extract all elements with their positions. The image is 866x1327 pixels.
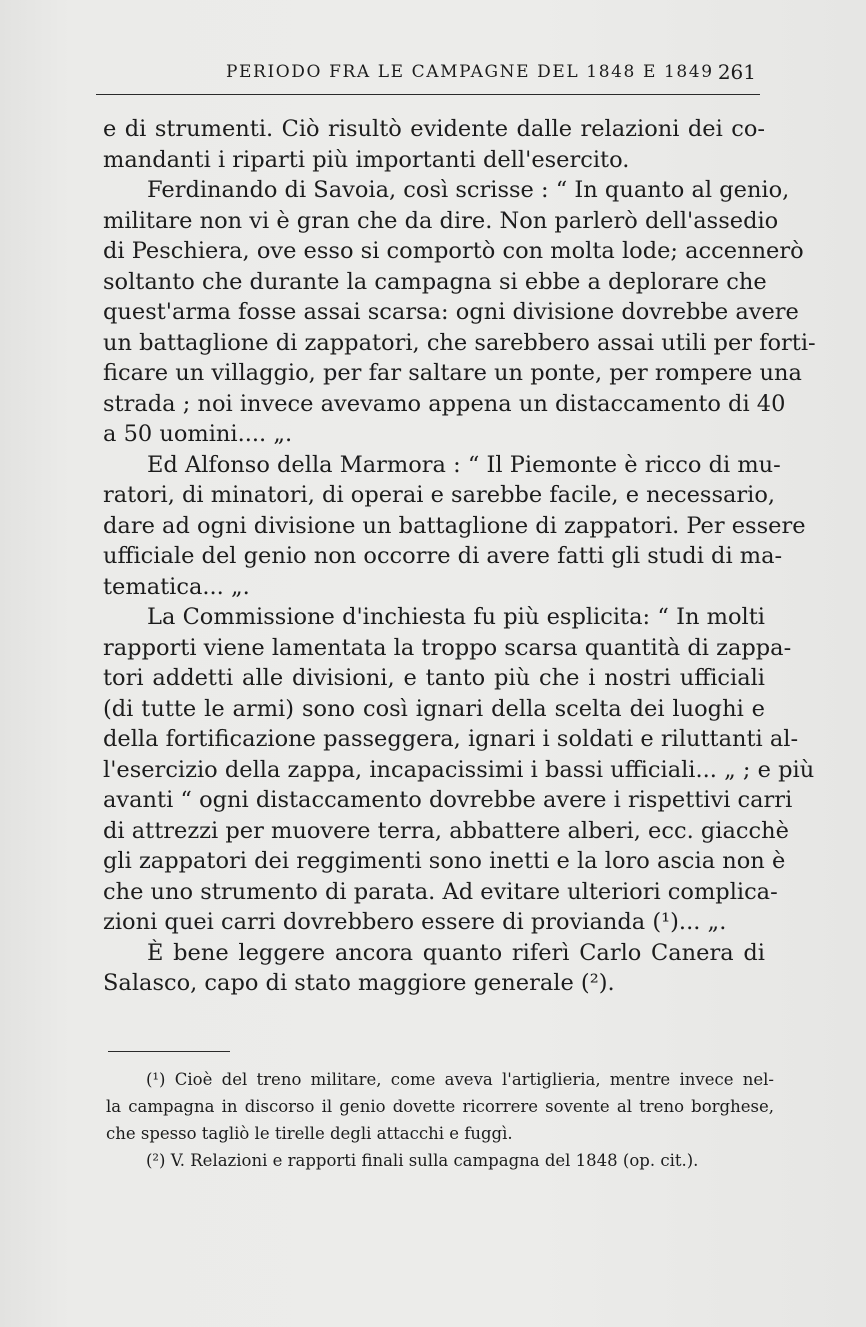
text-line: avanti “ ogni distaccamento dovrebbe avere i rispettivi carri xyxy=(103,787,793,813)
text-line: e di strumenti. Ciò risultò evidente dalle relazioni dei co- xyxy=(103,116,765,142)
text-line: È bene leggere ancora quanto riferì Carlo Canera di xyxy=(147,939,765,966)
running-head xyxy=(96,58,760,95)
text-line: dare ad ogni divisione un battaglione di zappatori. Per essere xyxy=(103,512,806,539)
text-line: a 50 uomini.... „. xyxy=(103,421,293,447)
text-line: ratori, di minatori, di operai e sarebbe facile, e necessario, xyxy=(103,482,776,508)
footnote-line: che spesso tagliò le tirelle degli attacchi e fuggì. xyxy=(106,1124,513,1143)
text-line: zioni quei carri dovrebbero essere di provianda (¹)... „. xyxy=(103,909,727,935)
text-line: Ferdinando di Savoia, così scrisse : “ In quanto al genio, xyxy=(147,177,790,203)
text-line: tori addetti alle divisioni, e tanto più che i nostri ufficiali xyxy=(103,665,765,691)
text-line: strada ; noi invece avevamo appena un distaccamento di 40 xyxy=(103,390,786,417)
text-line: ficare un villaggio, per far saltare un ponte, per rompere una xyxy=(103,360,802,386)
text-line: La Commissione d'inchiesta fu più esplicita: “ In molti xyxy=(147,604,765,630)
running-title: PERIODO FRA LE CAMPAGNE DEL 1848 E 1849 xyxy=(226,62,714,82)
text-line: Salasco, capo di stato maggiore generale (²). xyxy=(103,970,615,996)
text-line: che uno strumento di parata. Ad evitare ulteriori complica- xyxy=(103,878,778,905)
text-line: (di tutte le armi) sono così ignari della scelta dei luoghi e xyxy=(103,695,765,722)
text-line: della fortificazione passeggera, ignari i soldati e riluttanti al- xyxy=(103,726,799,752)
text-line: di Peschiera, ove esso si comportò con molta lode; accennerò xyxy=(103,238,804,264)
text-line: tematica... „. xyxy=(103,573,250,600)
text-line: quest'arma fosse assai scarsa: ogni divisione dovrebbe avere xyxy=(103,299,799,325)
text-line: Ed Alfonso della Marmora : “ Il Piemonte è ricco di mu- xyxy=(147,451,781,478)
page-number: 261 xyxy=(717,60,756,84)
footnotes xyxy=(106,1066,774,1174)
text-line: rapporti viene lamentata la troppo scarsa quantità di zappa- xyxy=(103,634,792,661)
text-line: soltanto che durante la campagna si ebbe a deplorare che xyxy=(103,268,767,295)
text-line: un battaglione di zappatori, che sarebbero assai utili per forti- xyxy=(103,329,816,356)
text-line: mandanti i riparti più importanti dell'esercito. xyxy=(103,146,630,173)
text-line: ufficiale del genio non occorre di avere fatti gli studi di ma- xyxy=(103,543,783,569)
text-line: di attrezzi per muovere terra, abbattere alberi, ecc. giacchè xyxy=(103,817,789,844)
text-line: l'esercizio della zappa, incapacissimi i bassi ufficiali... „ ; e più xyxy=(103,756,815,783)
text-line: militare non vi è gran che da dire. Non parlerò dell'assedio xyxy=(103,207,779,234)
body-text xyxy=(103,114,816,999)
footnote-line: (¹) Cioè del treno militare, come aveva l'artiglieria, mentre invece nel- xyxy=(146,1070,774,1089)
footnote-line: la campagna in discorso il genio dovette ricorrere sovente al treno borghese, xyxy=(106,1097,774,1116)
footnote-rule xyxy=(108,1051,230,1052)
footnote-line: (²) V. Relazioni e rapporti finali sulla campagna del 1848 (op. cit.). xyxy=(146,1151,699,1170)
text-line: gli zappatori dei reggimenti sono inetti e la loro ascia non è xyxy=(103,848,786,874)
